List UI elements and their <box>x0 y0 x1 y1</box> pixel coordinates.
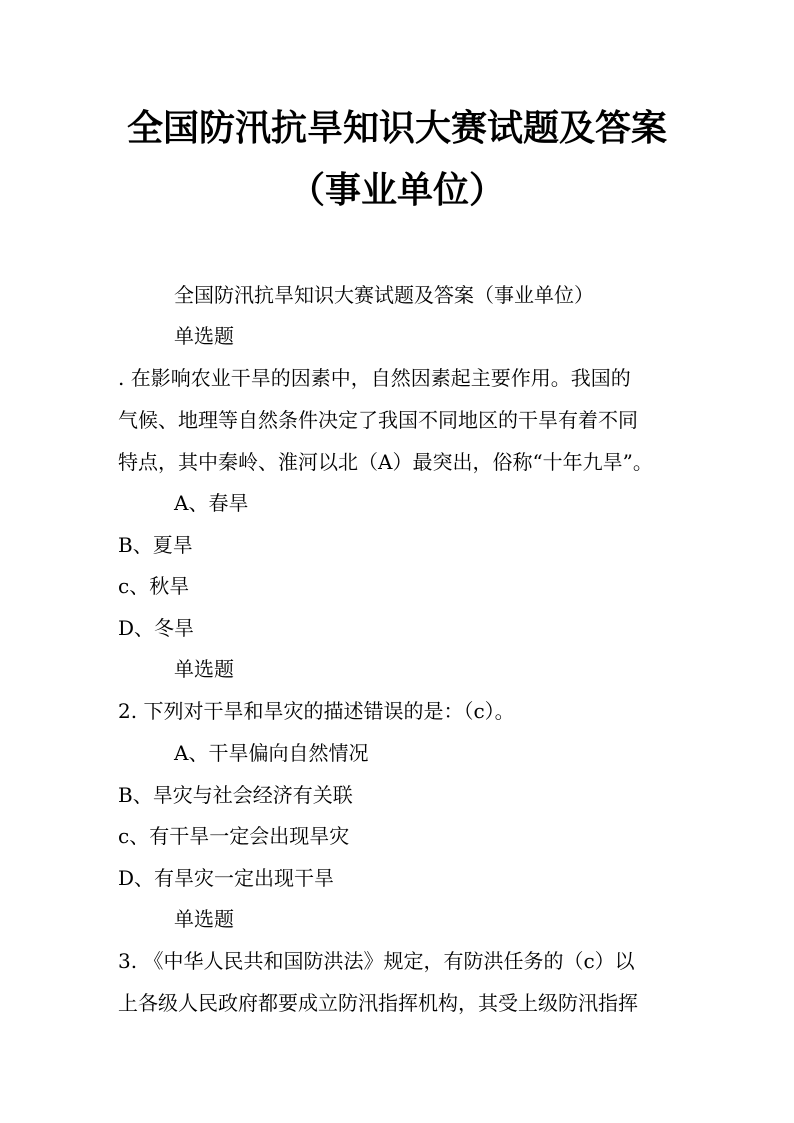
answer-option: D、有旱灾一定出现干旱 <box>118 866 335 890</box>
question-type-label: 单选题 <box>174 907 234 931</box>
answer-option: D、冬旱 <box>118 616 195 640</box>
question-type-label: 单选题 <box>174 657 234 681</box>
answer-option: c、秋旱 <box>118 574 190 598</box>
answer-option: c、有干旱一定会出现旱灾 <box>118 824 350 848</box>
answer-option: A、春旱 <box>174 491 249 515</box>
question-type-label: 单选题 <box>174 324 234 348</box>
answer-option: A、干旱偏向自然情况 <box>174 741 369 765</box>
document-title-suffix: （事业单位） <box>288 169 505 211</box>
answer-option: B、夏旱 <box>118 533 193 557</box>
question-stem-line: 2. 下列对干旱和旱灾的描述错误的是：（c）。 <box>118 699 515 723</box>
question-stem-line: 气候、地理等自然条件决定了我国不同地区的干旱有着不同 <box>118 408 638 432</box>
document-subtitle: 全国防汛抗旱知识大赛试题及答案（事业单位） <box>174 283 594 307</box>
document-title: 全国防汛抗旱知识大赛试题及答案 <box>126 107 667 149</box>
question-stem-line: 上各级人民政府都要成立防汛指挥机构，其受上级防汛指挥 <box>118 991 638 1015</box>
question-stem-line: 特点，其中秦岭、淮河以北（A）最突出，俗称“十年九旱”。 <box>118 450 653 474</box>
answer-option: B、旱灾与社会经济有关联 <box>118 783 353 807</box>
question-stem-line: 3. 《中华人民共和国防洪法》规定，有防洪任务的（c）以 <box>118 949 635 973</box>
question-stem-line: . 在影响农业干旱的因素中，自然因素起主要作用。我国的 <box>118 366 631 390</box>
